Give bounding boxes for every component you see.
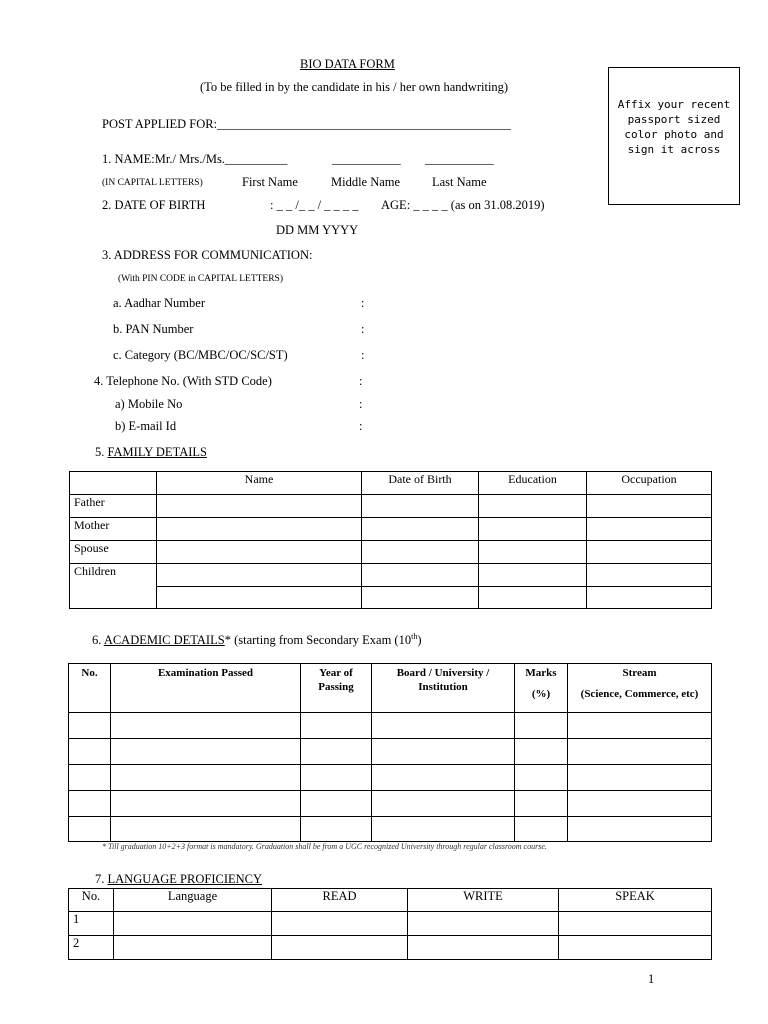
first-name-label: First Name [242,175,298,189]
family-row-label: Spouse [70,541,157,564]
family-row-label: Mother [70,518,157,541]
table-cell[interactable] [372,791,515,817]
family-row-label: Children [70,564,157,609]
table-row [69,739,712,765]
table-row [70,495,712,518]
pan-colon: : [361,322,365,336]
mobile-label: a) Mobile No [115,397,183,411]
table-cell[interactable] [114,912,272,936]
table-cell[interactable] [301,817,372,842]
last-name-blank[interactable]: ___________ [425,152,494,166]
post-applied-field[interactable]: POST APPLIED FOR:_______________________________________________ [102,117,511,131]
photo-box[interactable] [608,67,740,205]
table-cell[interactable] [111,713,301,739]
middle-name-blank[interactable]: ___________ [332,152,401,166]
table-cell[interactable] [587,587,712,609]
table-cell[interactable] [372,739,515,765]
table-cell[interactable] [301,713,372,739]
email-label: b) E-mail Id [115,419,177,433]
table-cell[interactable] [479,495,587,518]
table-cell[interactable] [515,739,568,765]
email-colon: : [359,419,363,433]
table-cell[interactable] [568,739,712,765]
language-col-speak: SPEAK [559,889,712,912]
table-cell[interactable] [408,912,559,936]
academic-col-year: Year of Passing [301,664,372,713]
table-row [69,817,712,842]
aadhar-label: a. Aadhar Number [113,296,205,310]
telephone-colon: : [359,374,363,388]
photo-instructions: Affix your recent passport sized color photo and sign it across [617,98,731,156]
table-cell[interactable] [515,817,568,842]
stream-label: Stream [622,667,657,679]
table-cell[interactable] [515,791,568,817]
academic-col-exam: Examination Passed [111,664,301,713]
address-note: (With PIN CODE in CAPITAL LETTERS) [118,274,284,284]
table-cell[interactable] [362,541,479,564]
dob-label: 2. DATE OF BIRTH [102,198,206,212]
family-col-occupation: Occupation [587,472,712,495]
family-col-education: Education [479,472,587,495]
category-label: c. Category (BC/MBC/OC/SC/ST) [113,348,288,362]
language-col-language: Language [114,889,272,912]
table-cell[interactable] [559,912,712,936]
table-cell[interactable] [111,765,301,791]
stream-note: (Science, Commerce, etc) [580,688,699,700]
name-field[interactable]: 1. NAME:Mr./ Mrs./Ms.__________ [102,152,288,166]
table-cell[interactable] [559,936,712,960]
table-cell[interactable] [157,518,362,541]
table-cell[interactable] [301,791,372,817]
table-cell[interactable] [408,936,559,960]
page-number: 1 [648,972,655,986]
family-row-label: Father [70,495,157,518]
academic-col-stream [568,664,712,713]
age-field[interactable]: AGE: _ _ _ _ (as on 31.08.2019) [381,198,545,212]
table-cell[interactable] [69,713,111,739]
dob-format: DD MM YYYY [276,223,359,237]
family-heading: 5. FAMILY DETAILS [95,445,207,459]
table-row [69,713,712,739]
table-cell[interactable] [372,713,515,739]
table-cell[interactable] [362,564,479,587]
pan-label: b. PAN Number [113,322,194,336]
language-header-row [69,889,712,912]
table-cell[interactable] [587,518,712,541]
mobile-colon: : [359,397,363,411]
table-cell[interactable] [69,791,111,817]
table-cell[interactable] [362,587,479,609]
marks-unit: (%) [531,688,551,700]
table-row [70,541,712,564]
form-title: BIO DATA FORM [300,57,395,71]
table-cell[interactable] [157,564,362,587]
table-cell[interactable] [587,564,712,587]
table-cell[interactable] [114,936,272,960]
family-col-blank [70,472,157,495]
language-col-no: No. [69,889,114,912]
family-col-dob: Date of Birth [362,472,479,495]
academic-col-no: No. [69,664,111,713]
form-subtitle: (To be filled in by the candidate in his / her own handwriting) [200,80,509,94]
table-row [70,564,712,587]
table-cell[interactable] [515,765,568,791]
dob-field[interactable]: : _ _ /_ _ / _ _ _ _ [270,198,359,212]
language-col-write: WRITE [408,889,559,912]
table-cell[interactable] [587,541,712,564]
table-cell[interactable] [69,765,111,791]
table-cell[interactable] [157,541,362,564]
aadhar-colon: : [361,296,365,310]
table-cell[interactable] [479,518,587,541]
language-row-number: 2 [69,936,114,960]
last-name-label: Last Name [432,175,487,189]
table-cell[interactable] [515,713,568,739]
table-cell[interactable] [372,765,515,791]
address-label: 3. ADDRESS FOR COMMUNICATION: [102,248,313,262]
table-cell[interactable] [568,713,712,739]
table-cell[interactable] [568,765,712,791]
table-row [70,518,712,541]
table-cell[interactable] [479,541,587,564]
capital-letters-note: (IN CAPITAL LETTERS) [102,178,203,188]
table-cell[interactable] [272,912,408,936]
table-cell[interactable] [362,495,479,518]
academic-header-row [69,664,712,713]
table-cell[interactable] [157,587,362,609]
table-cell[interactable] [372,817,515,842]
table-cell[interactable] [69,817,111,842]
table-cell[interactable] [69,739,111,765]
table-cell[interactable] [568,817,712,842]
family-table [69,471,712,609]
table-cell[interactable] [587,495,712,518]
table-cell[interactable] [111,739,301,765]
table-row [69,936,712,960]
table-cell[interactable] [479,587,587,609]
academic-heading: 6. ACADEMIC DETAILS* (starting from Secondary Exam (10th) [92,632,422,648]
table-cell[interactable] [301,765,372,791]
table-cell[interactable] [272,936,408,960]
telephone-label: 4. Telephone No. (With STD Code) [94,374,272,388]
academic-footnote: * Till graduation 10+2+3 format is mandatory. Graduation shall be from a UGC recognized University through regular classroom course. [102,842,547,851]
academic-col-marks [515,664,568,713]
table-cell[interactable] [301,739,372,765]
table-row [70,587,712,609]
category-colon: : [361,348,365,362]
table-cell[interactable] [362,518,479,541]
table-cell[interactable] [111,791,301,817]
academic-table [68,663,712,842]
language-table [68,888,712,960]
family-col-name: Name [157,472,362,495]
language-col-read: READ [272,889,408,912]
table-cell[interactable] [157,495,362,518]
language-row-number: 1 [69,912,114,936]
table-cell[interactable] [111,817,301,842]
language-heading: 7. LANGUAGE PROFICIENCY [95,872,263,886]
table-cell[interactable] [479,564,587,587]
middle-name-label: Middle Name [331,175,401,189]
academic-col-board: Board / University / Institution [372,664,515,713]
family-header-row [70,472,712,495]
table-row [69,791,712,817]
marks-label: Marks [525,667,557,679]
table-cell[interactable] [568,791,712,817]
table-row [69,912,712,936]
table-row [69,765,712,791]
